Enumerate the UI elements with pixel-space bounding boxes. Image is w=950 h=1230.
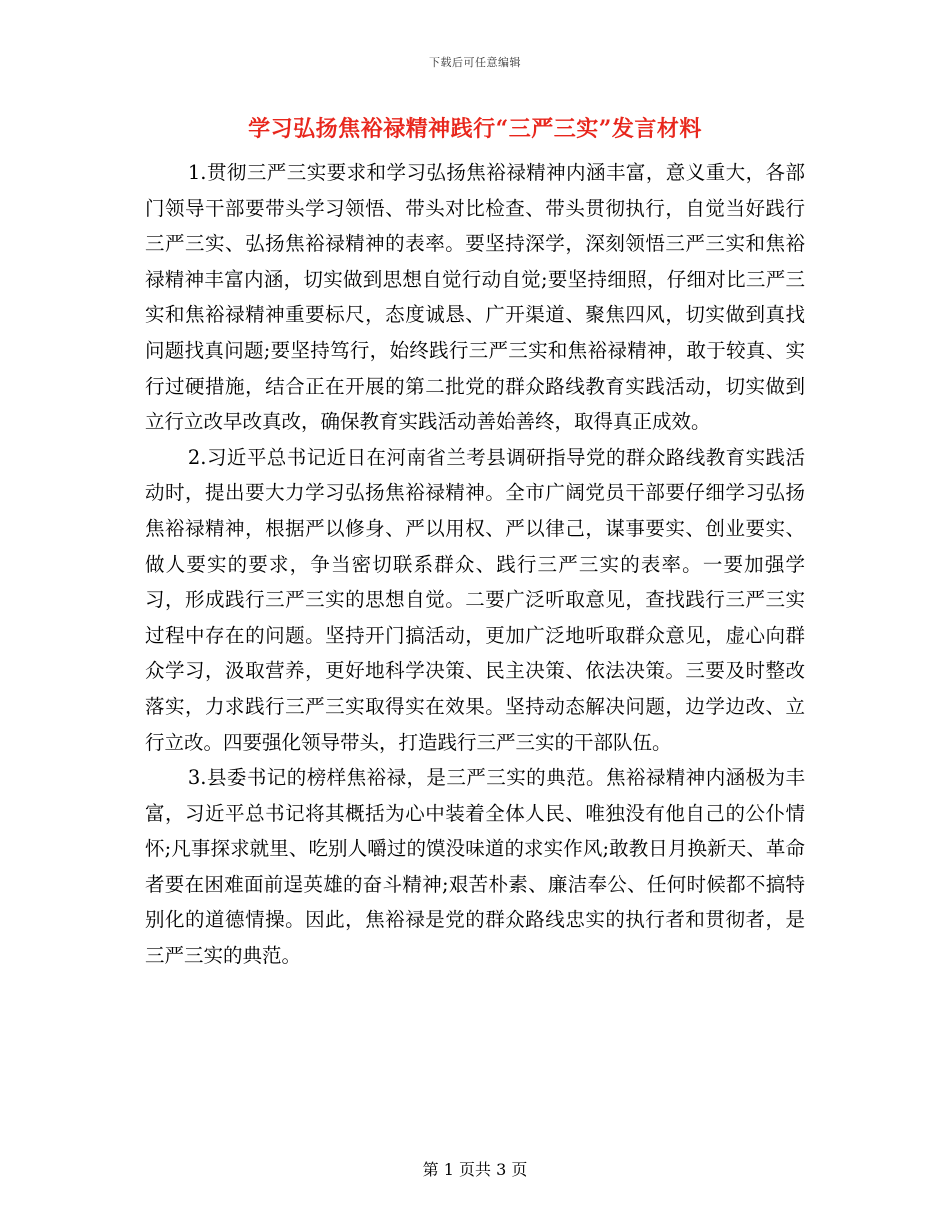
document-title: 学习弘扬焦裕禄精神践行“三严三实”发言材料 xyxy=(248,116,702,142)
document-body xyxy=(145,155,805,974)
paragraph-1: 1.贯彻三严三实要求和学习弘扬焦裕禄精神内涵丰富，意义重大，各部门领导干部要带头学习领悟、带头对比检查、带头贯彻执行，自觉当好践行三严三实、弘扬焦裕禄精神的表率。要坚持深学，深刻领悟三严三实和焦裕禄精神丰富内涵，切实做到思想自觉行动自觉;要坚持细照，仔细对比三严三实和焦裕禄精神重要标尺，态度诚恳、广开渠道、聚焦四风，切实做到真找问题找真问题;要坚持笃行，始终践行三严三实和焦裕禄精神，敢于较真、实行过硬措施，结合正在开展的第二批党的群众路线教育实践活动，切实做到立行立改早改真改，确保教育实践活动善始善终，取得真正成效。 xyxy=(145,161,805,434)
paragraph-2: 2.习近平总书记近日在河南省兰考县调研指导党的群众路线教育实践活动时，提出要大力学习弘扬焦裕禄精神。全市广阔党员干部要仔细学习弘扬焦裕禄精神，根据严以修身、严以用权、严以律己，谋事要实、创业要实、做人要实的要求，争当密切联系群众、践行三严三实的表率。一要加强学习，形成践行三严三实的思想自觉。二要广泛听取意见，查找践行三严三实过程中存在的问题。坚持开门搞活动，更加广泛地听取群众意见，虚心向群众学习，汲取营养，更好地科学决策、民主决策、依法决策。三要及时整改落实，力求践行三严三实取得实在效果。坚持动态解决问题，边学边改、立行立改。四要强化领导带头，打造践行三严三实的干部队伍。 xyxy=(145,445,805,754)
page-number-footer: 第 1 页共 3 页 xyxy=(422,1160,528,1179)
paragraph-3: 3.县委书记的榜样焦裕禄，是三严三实的典范。焦裕禄精神内涵极为丰富，习近平总书记将其概括为心中装着全体人民、唯独没有他自己的公仆情怀;凡事探求就里、吃别人嚼过的馍没味道的求实作风;敢教日月换新天、革命者要在困难面前逞英雄的奋斗精神;艰苦朴素、廉洁奉公、任何时候都不搞特别化的道德情操。因此，焦裕禄是党的群众路线忠实的执行者和贯彻者，是三严三实的典范。 xyxy=(145,766,805,968)
header-note: 下载后可任意编辑 xyxy=(429,56,521,69)
